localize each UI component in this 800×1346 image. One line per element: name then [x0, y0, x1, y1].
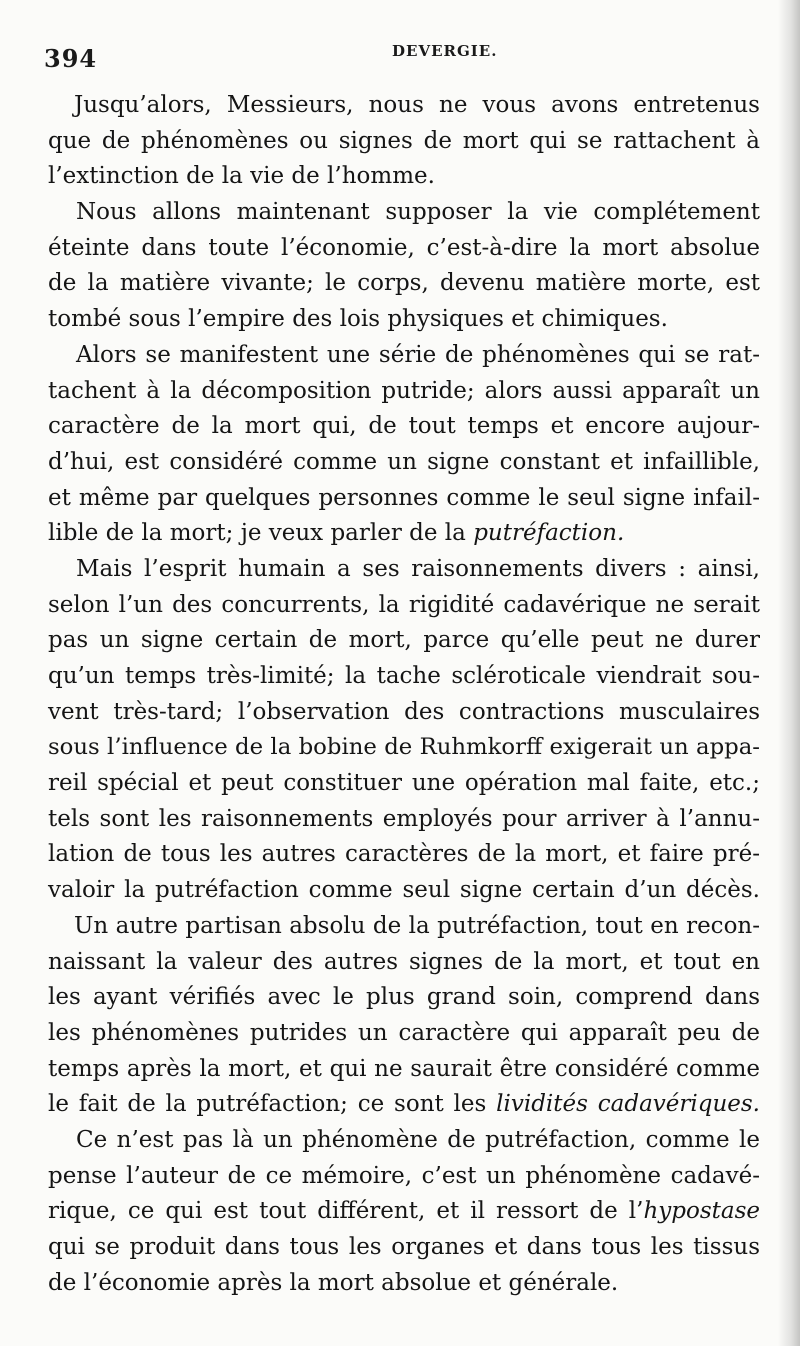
text-line: de l’économie après la mort absolue et générale. [48, 1269, 619, 1296]
italic-term: hypostase [643, 1198, 760, 1225]
text-line: Ce n’est pas là un phénomène de putréfaction, comme le [76, 1126, 760, 1153]
page-edge-shadow [778, 0, 800, 1346]
text-line: Nous allons maintenant supposer la vie complétement [76, 199, 760, 226]
body-text [48, 88, 760, 1301]
text-line: les ayant vérifiés avec le plus grand soin, comprend dans [48, 984, 760, 1011]
text-line: reil spécial et peut constituer une opération mal faite, etc.; [48, 770, 760, 797]
text-line: naissant la valeur des autres signes de la mort, et tout en [48, 948, 760, 975]
text-line: Jusqu’alors, Messieurs, nous ne vous avons entretenus [74, 92, 760, 118]
text-line: lation de tous les autres caractères de la mort, et faire pré- [48, 841, 760, 868]
text-line: lible de la mort; je veux parler de la putréfaction. [48, 520, 625, 547]
text-line: sous l’influence de la bobine de Ruhmkorff exigerait un appa- [48, 734, 760, 761]
text-line: de la matière vivante; le corps, devenu matière morte, est [48, 270, 760, 297]
text-line: tachent à la décomposition putride; alors aussi apparaît un [48, 377, 760, 404]
text-line: pas un signe certain de mort, parce qu’elle peut ne durer [48, 627, 760, 654]
page-number: 394 [44, 44, 98, 73]
text-line: selon l’un des concurrents, la rigidité cadavérique ne serait [48, 591, 760, 618]
text-line: caractère de la mort qui, de tout temps et encore aujour- [48, 413, 760, 440]
text-line: rique, ce qui est tout différent, et il ressort de l’hypostase [48, 1198, 760, 1225]
italic-term: lividités cadavériques. [496, 1091, 760, 1118]
text-line: Un autre partisan absolu de la putréfaction, tout en recon- [74, 912, 760, 939]
text-line: d’hui, est considéré comme un signe constant et infaillible, [48, 448, 760, 475]
text-line: les phénomènes putrides un caractère qui apparaît peu de [48, 1019, 760, 1046]
text-line: le fait de la putréfaction; ce sont les lividités cadavériques. [48, 1091, 760, 1118]
text-line: que de phénomènes ou signes de mort qui se rattachent à [48, 127, 760, 154]
text-line: qui se produit dans tous les organes et dans tous les tissus [48, 1234, 760, 1260]
text-line: qu’un temps très-limité; la tache scléroticale viendrait sou- [48, 663, 760, 689]
text-line: Alors se manifestent une série de phénomènes qui se rat- [76, 341, 760, 368]
text-line: éteinte dans toute l’économie, c’est-à-dire la mort absolue [48, 234, 760, 261]
text-line: tombé sous l’empire des lois physiques et chimiques. [48, 306, 668, 333]
text-line: valoir la putréfaction comme seul signe certain d’un décès. [48, 877, 760, 904]
page-header [44, 40, 756, 73]
text-line: temps après la mort, et qui ne saurait être considéré comme [48, 1055, 760, 1082]
text-line: vent très-tard; l’observation des contractions musculaires [48, 698, 760, 725]
text-line: pense l’auteur de ce mémoire, c’est un phénomène cadavé- [48, 1162, 760, 1189]
running-title: DEVERGIE. [392, 42, 498, 60]
text-line: l’extinction de la vie de l’homme. [48, 163, 435, 190]
italic-term: putréfaction. [473, 520, 625, 547]
text-line: et même par quelques personnes comme le seul signe infail- [48, 484, 760, 511]
text-line: tels sont les raisonnements employés pour arriver à l’annu- [48, 805, 760, 832]
text-line: Mais l’esprit humain a ses raisonnements divers : ainsi, [76, 555, 760, 582]
